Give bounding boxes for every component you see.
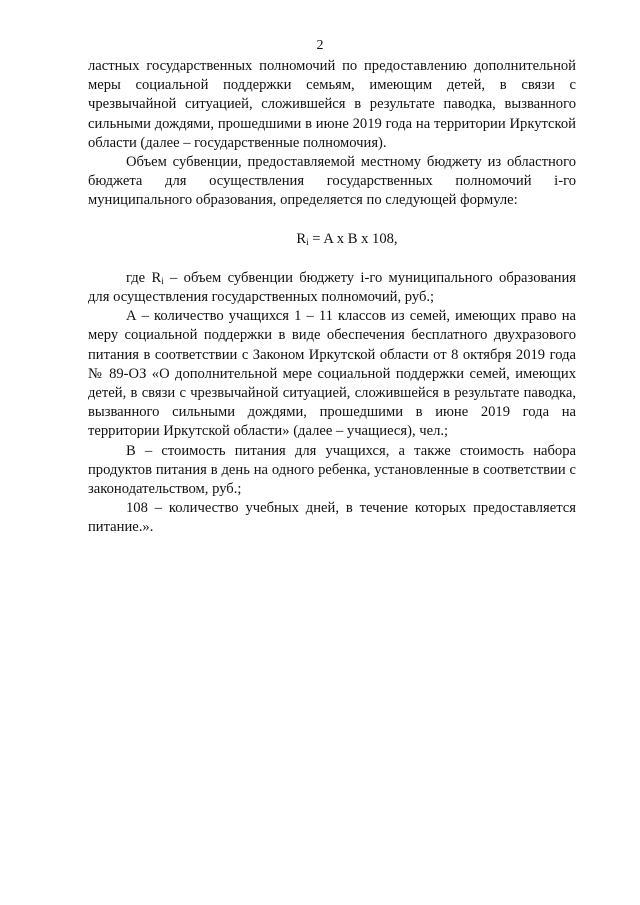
formula-right: = A x B x 108, — [308, 230, 398, 247]
formula-left: R — [296, 230, 307, 247]
definition-r-start: где R — [126, 269, 162, 286]
formula — [88, 230, 576, 249]
document-body — [88, 57, 576, 538]
definition-r-subscript: i — [161, 275, 164, 286]
paragraph-definition-r — [88, 269, 576, 307]
paragraph-definition-108: 108 – количество учебных дней, в течение которых предоставляется питание.». — [88, 500, 576, 536]
paragraph-continuation: ластных государственных полномочий по предоставлению дополнительной меры социальной поддержки семьям, имеющим детей, в связи с чрезвычайной ситуацией, сложившейся в результате паводка, вызванного сильными дождями, прошедшими в июне 2019 года на территории Иркутской области (далее – государственные полномочия). — [88, 58, 576, 151]
definition-r-end: – объем субвенции бюджету i-го муниципального образования для осуществления государственных полномочий, руб.; — [88, 269, 576, 306]
formula-subscript: i — [306, 236, 309, 247]
paragraph-definition-b: В – стоимость питания для учащихся, а также стоимость набора продуктов питания в день на одного ребенка, установленные в соответствии с законодательством, руб.; — [88, 442, 576, 498]
paragraph-subvention-volume: Объем субвенции, предоставляемой местному бюджету из областного бюджета для осуществления государственных полномочий i-го муниципального образования, определяется по следующей формуле: — [88, 154, 576, 209]
paragraph-definition-a: А – количество учащихся 1 – 11 классов из семей, имеющих право на меру социальной поддержки в виде обеспечения бесплатного двухразового питания в соответствии с Законом Иркутской области от 8 октября 2019 года № 89-ОЗ «О дополнительной мере социальной поддержки семей, имеющих детей, в связи с чрезвычайной ситуацией, сложившейся в результате паводка, вызванного сильными дождями, прошедшими в июне 2019 года на территории Иркутской области» (далее – учащиеся), чел.; — [88, 308, 576, 440]
page-number: 2 — [316, 38, 324, 53]
